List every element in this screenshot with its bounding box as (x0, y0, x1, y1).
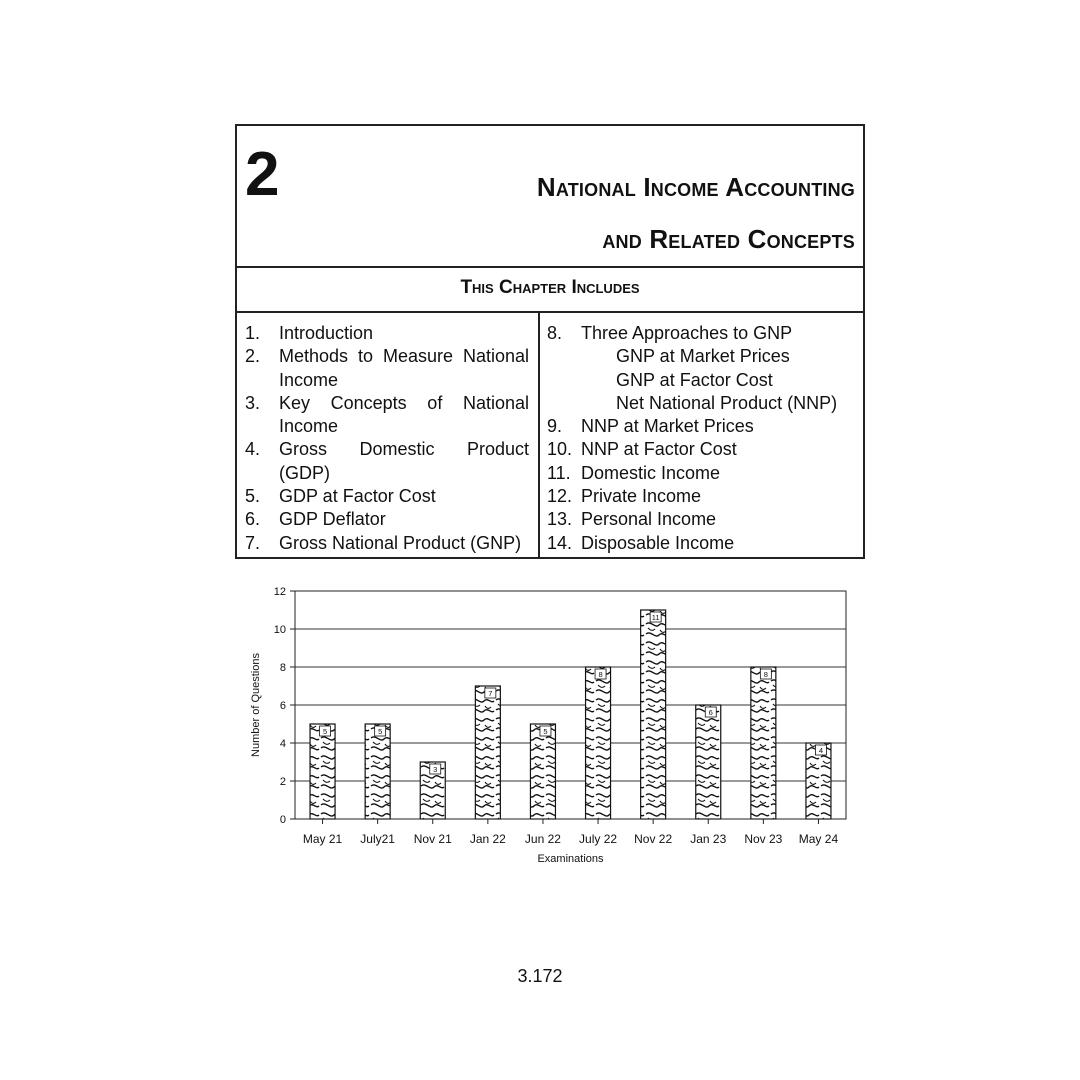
bar (751, 667, 776, 819)
contents-item (245, 345, 529, 392)
contents-item-number: 9. (547, 416, 563, 437)
bar (310, 724, 335, 819)
questions-bar-chart (245, 582, 855, 872)
x-tick-label: July 22 (579, 832, 618, 846)
y-tick-label: 6 (279, 700, 286, 712)
x-tick-label: July21 (360, 832, 395, 846)
contents-item-number: 8. (547, 323, 563, 343)
contents-item (547, 485, 859, 508)
x-tick-label: Nov 23 (744, 832, 783, 846)
x-tick-label: Nov 21 (413, 832, 452, 846)
bar-value-label: 7 (488, 689, 493, 698)
chapter-number: 2 (245, 140, 280, 209)
bar (475, 686, 500, 819)
bar (641, 610, 666, 819)
x-tick-label: May 21 (302, 832, 343, 846)
y-tick-label: 0 (279, 814, 286, 826)
page-number: 3.172 (517, 966, 563, 986)
bar (530, 724, 555, 819)
y-tick-label: 2 (279, 776, 286, 788)
column-divider (538, 311, 540, 557)
x-tick-label: Jun 22 (524, 832, 561, 846)
bar-value-label: 6 (708, 708, 713, 717)
contents-item-number: 13. (547, 509, 573, 530)
contents-item (547, 322, 859, 345)
contents-item-text: Key Concepts of National Income (279, 392, 529, 437)
contents-item-text: NNP at Factor Cost (581, 439, 737, 460)
x-tick-label: Jan 22 (469, 832, 506, 846)
contents-item (245, 322, 529, 345)
bar-value-label: 3 (433, 765, 438, 774)
contents-subitem: Net National Product (NNP) (616, 392, 838, 413)
contents-item-number: 1. (245, 323, 261, 343)
header-divider (237, 266, 863, 268)
contents-item-number: 4. (245, 439, 261, 460)
contents-item (547, 462, 859, 485)
contents-item-text: Methods to Measure National Income (279, 346, 529, 390)
contents-item-text: Introduction (279, 323, 374, 343)
contents-item (547, 438, 859, 461)
contents-item-number: 6. (245, 509, 261, 530)
contents-item (245, 392, 529, 439)
contents-item-text: Private Income (581, 486, 702, 507)
contents-item-number: 12. (547, 486, 573, 507)
y-axis-title: Number of Questions (250, 653, 262, 757)
y-tick-label: 12 (273, 586, 286, 598)
contents-item-number: 14. (547, 532, 573, 553)
contents-item-text: Domestic Income (581, 462, 721, 483)
bar-value-label: 8 (763, 670, 768, 679)
contents-item-number: 10. (547, 439, 573, 460)
bar-value-label: 8 (598, 670, 603, 679)
includes-divider (237, 311, 863, 313)
contents-right-column (547, 322, 859, 555)
contents-subitem: GNP at Market Prices (616, 346, 790, 367)
contents-item (245, 508, 529, 531)
contents-item-text: Gross National Product (GNP) (279, 532, 522, 553)
contents-item (547, 508, 859, 531)
contents-item (245, 485, 529, 508)
contents-subitem: GNP at Factor Cost (616, 369, 773, 390)
contents-item (245, 438, 529, 485)
bar-value-label: 5 (322, 727, 328, 736)
y-tick-label: 10 (273, 624, 286, 636)
bar-value-label: 11 (651, 613, 660, 622)
bar (365, 724, 390, 819)
contents-item-number: 2. (245, 346, 261, 367)
contents-item (245, 532, 529, 555)
bar (586, 667, 611, 819)
contents-item (547, 532, 859, 555)
x-tick-label: May 24 (798, 832, 839, 846)
contents-item-text: Three Approaches to GNP (581, 323, 793, 343)
x-tick-label: Nov 22 (634, 832, 673, 846)
contents-item-number: 3. (245, 392, 261, 413)
bar (696, 705, 721, 819)
x-tick-label: Jan 23 (690, 832, 727, 846)
contents-left-column (245, 322, 529, 555)
contents-item-number: 11. (547, 462, 571, 483)
y-tick-label: 8 (279, 662, 286, 674)
contents-item-text: Personal Income (581, 509, 717, 530)
contents-item (547, 415, 859, 438)
contents-item-text: GDP at Factor Cost (279, 486, 436, 507)
contents-item-number: 5. (245, 486, 261, 507)
chapter-title-line-2: and Related Concepts (602, 224, 855, 254)
contents-item-text: NNP at Market Prices (581, 416, 754, 437)
chapter-header-box (235, 124, 865, 559)
y-tick-label: 4 (279, 738, 286, 750)
contents-item-text: GDP Deflator (279, 509, 386, 530)
chapter-title-line-1: National Income Accounting (536, 172, 855, 202)
contents-item-text: Disposable Income (581, 532, 735, 553)
bar-value-label: 5 (378, 727, 383, 736)
bar-value-label: 5 (543, 727, 548, 736)
contents-item-text: Gross Domestic Product (GDP) (279, 439, 529, 483)
chapter-includes-heading: This Chapter Includes (460, 277, 640, 298)
bar-value-label: 4 (818, 746, 824, 755)
contents-item-number: 7. (245, 532, 261, 553)
x-axis-title: Examinations (537, 853, 604, 865)
